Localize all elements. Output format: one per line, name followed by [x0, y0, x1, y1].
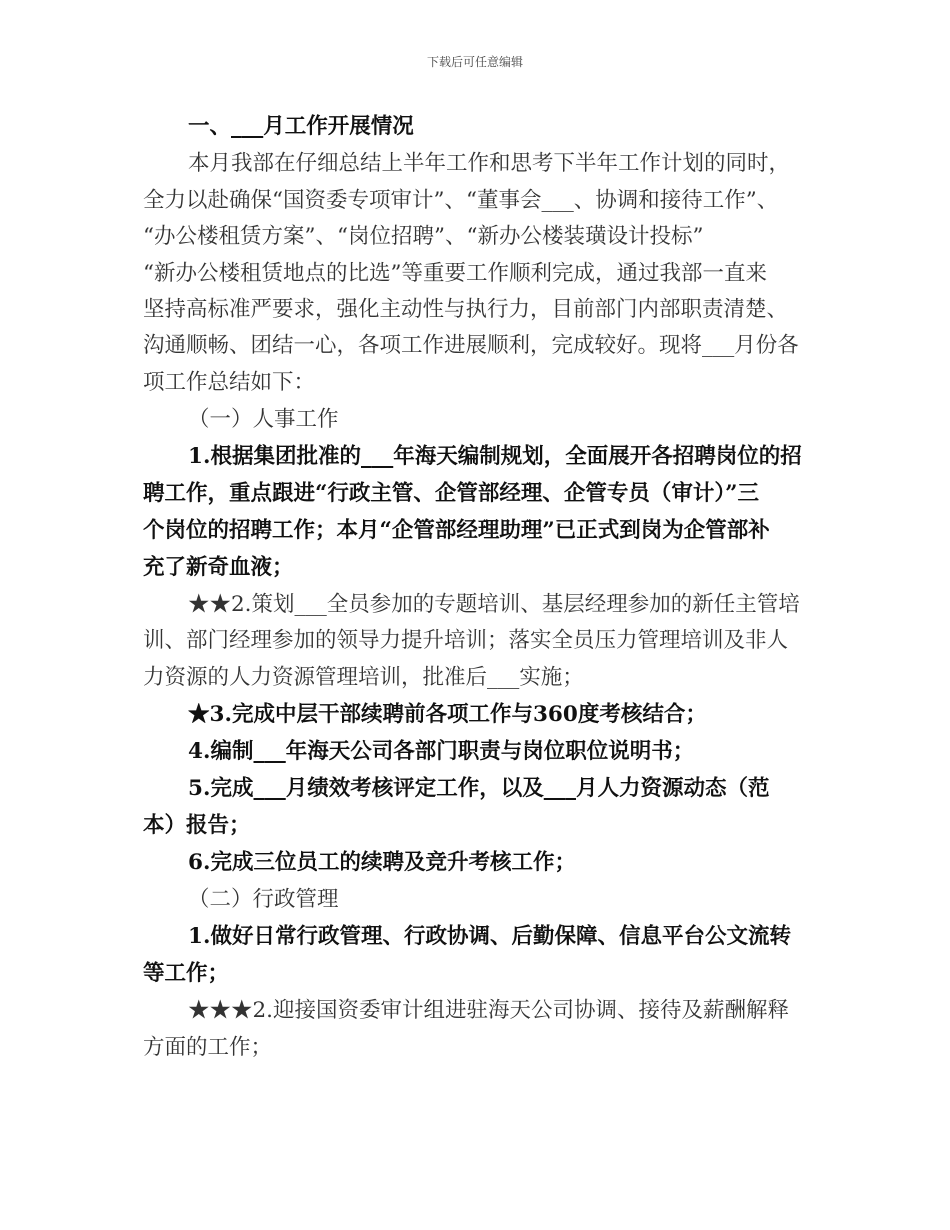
hr-item-5-line: 5.完成___月绩效考核评定工作，以及___月人力资源动态（范 [188, 776, 770, 801]
paragraph-intro-line: “办公楼租赁方案”、“岗位招聘”、“新办公楼装璜设计投标” [143, 224, 704, 249]
hr-item-2-line: 力资源的人力资源管理培训，批准后___实施； [143, 665, 584, 690]
page-header: 下载后可任意编辑 [426, 55, 523, 69]
paragraph-intro-line: 沟通顺畅、团结一心，各项工作进展顺利，完成较好。现将___月份各 [143, 333, 799, 358]
admin-item-1-line: 等工作； [143, 961, 230, 986]
admin-item-1-line: 1.做好日常行政管理、行政协调、后勤保障、信息平台公文流转 [188, 924, 791, 949]
hr-item-1-line: 充了新奇血液； [143, 555, 294, 580]
hr-item-1-line: 聘工作，重点跟进“行政主管、企管部经理、企管专员（审计）”三 [143, 481, 759, 506]
paragraph-intro-line: 项工作总结如下： [143, 370, 316, 395]
paragraph-intro-line: 坚持高标准严要求，强化主动性与执行力，目前部门内部职责清楚、 [143, 297, 789, 322]
subsection-heading-admin: （二）行政管理 [188, 887, 339, 912]
hr-item-5-line: 本）报告； [143, 813, 251, 838]
paragraph-intro-line: 本月我部在仔细总结上半年工作和思考下半年工作计划的同时， [188, 151, 791, 176]
hr-item-1-line: 个岗位的招聘工作；本月“企管部经理助理”已正式到岗为企管部补 [143, 518, 770, 543]
paragraph-intro-line: 全力以赴确保“国资委专项审计”、“董事会___、协调和接待工作”、 [143, 188, 779, 213]
hr-item-6: 6.完成三位员工的续聘及竞升考核工作； [188, 850, 576, 875]
admin-item-2-line: 方面的工作； [143, 1035, 273, 1060]
section-heading-1: 一、___月工作开展情况 [188, 114, 414, 139]
subsection-heading-hr: （一）人事工作 [188, 407, 339, 432]
hr-item-4: 4.编制___年海天公司各部门职责与岗位职位说明书； [188, 739, 695, 764]
hr-item-2-line: 训、部门经理参加的领导力提升培训；落实全员压力管理培训及非人 [143, 628, 789, 653]
hr-item-3: ★3.完成中层干部续聘前各项工作与360度考核结合； [188, 702, 707, 727]
hr-item-1-line: 1.根据集团批准的___年海天编制规划，全面展开各招聘岗位的招 [188, 444, 802, 469]
hr-item-2-line: ★★2.策划___全员参加的专题培训、基层经理参加的新任主管培 [188, 592, 800, 617]
admin-item-2-line: ★★★2.迎接国资委审计组进驻海天公司协调、接待及薪酬解释 [188, 998, 790, 1023]
paragraph-intro-line: “新办公楼租赁地点的比选”等重要工作顺利完成，通过我部一直来 [143, 261, 767, 286]
